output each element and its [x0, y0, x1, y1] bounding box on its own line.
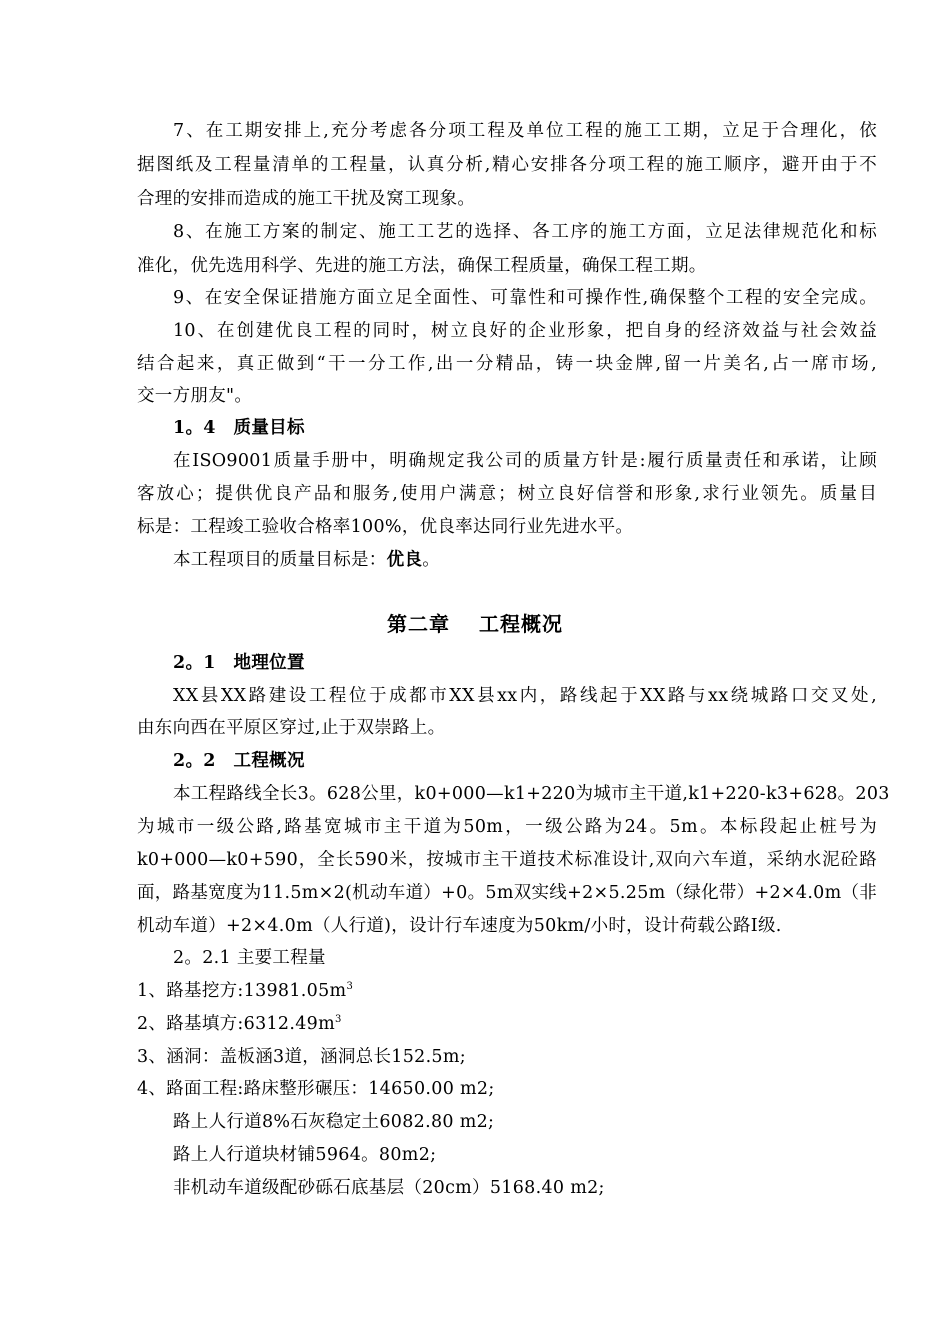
quantity-item-4-sub-2: 路上人行道块材铺5964。80m2;	[173, 1145, 437, 1165]
paragraph-10-line-1: 10、在创建优良工程的同时，树立良好的企业形象，把自身的经济效益与社会效益	[173, 321, 877, 341]
quantity-item-1-text: 1、路基挖方:13981.05m	[137, 981, 347, 1001]
paragraph-10-line-3: 交一方朋友"。	[137, 386, 253, 406]
heading-2-1: 2。1 地理位置	[173, 653, 305, 673]
chapter-2-title: 第二章 工程概况	[387, 612, 563, 636]
location-line-1: XX县XX路建设工程位于成都市XX县xx内，路线起于XX路与xx绕城路口交叉处,	[173, 686, 877, 706]
paragraph-8-line-1: 8、在施工方案的制定、施工工艺的选择、各工序的施工方面，立足法律规范化和标	[173, 222, 877, 242]
paragraph-10-line-2: 结合起来，真正做到“干一分工作,出一分精品，铸一块金牌,留一片美名,占一席市场,	[137, 354, 877, 374]
location-line-2: 由东向西在平原区穿过,止于双崇路上。	[137, 718, 446, 738]
heading-1-4: 1。4 质量目标	[173, 418, 305, 438]
paragraph-9-line-1: 9、在安全保证措施方面立足全面性、可靠性和可操作性,确保整个工程的安全完成。	[173, 288, 877, 308]
paragraph-8-line-2: 准化，优先选用科学、先进的施工方法，确保工程质量，确保工程工期。	[137, 256, 707, 276]
paragraph-7-line-1: 7、在工期安排上,充分考虑各分项工程及单位工程的施工工期，立足于合理化，依	[173, 121, 877, 141]
paragraph-7-line-3: 合理的安排而造成的施工干扰及窝工现象。	[137, 189, 476, 209]
quantity-item-4-sub-3: 非机动车道级配砂砾石底基层（20cm）5168.40 m2;	[173, 1178, 605, 1198]
quality-goal-line	[173, 548, 877, 572]
quality-goal-prefix: 本工程项目的质量目标是：	[173, 550, 387, 570]
heading-2-2-1: 2。2.1 主要工程量	[173, 948, 326, 968]
quality-policy-line-2: 客放心；提供优良产品和服务,使用户满意；树立良好信誉和形象,求行业领先。质量目	[137, 484, 877, 504]
quantity-item-1	[137, 979, 877, 1003]
overview-line-5: 机动车道）+2×4.0m（人行道)，设计行车速度为50km/小时，设计荷载公路Ⅰ级.	[137, 916, 782, 936]
quantity-item-2-text: 2、路基填方:6312.49m	[137, 1014, 335, 1034]
paragraph-7-line-2: 据图纸及工程量清单的工程量，认真分析,精心安排各分项工程的施工顺序，避开由于不	[137, 155, 877, 175]
quantity-item-3: 3、涵洞：盖板涵3道，涵洞总长152.5m;	[137, 1047, 466, 1067]
quantity-item-1-superscript: 3	[346, 981, 354, 993]
overview-line-3: k0+000—k0+590，全长590米，按城市主干道技术标准设计,双向六车道，采纳水泥砼路	[137, 850, 877, 870]
quality-policy-line-1: 在ISO9001质量手册中，明确规定我公司的质量方针是:履行质量责任和承诺，让顾	[173, 451, 877, 471]
overview-line-2: 为城市一级公路,路基宽城市主干道为50m，一级公路为24。5m。本标段起止桩号为	[137, 817, 877, 837]
quantity-item-2-superscript: 3	[335, 1014, 342, 1026]
quantity-item-4-sub-1: 路上人行道8%石灰稳定土6082.80 m2;	[173, 1112, 495, 1132]
overview-line-4: 面，路基宽度为11.5m×2(机动车道）+0。5m双实线+2×5.25m（绿化带）+2×4.0m（非	[137, 883, 878, 903]
overview-line-1: 本工程路线全长3。628公里，k0+000—k1+220为城市主干道,k1+220-k3+628。203	[173, 784, 890, 804]
heading-2-2: 2。2 工程概况	[173, 751, 305, 771]
quantity-item-4: 4、路面工程:路床整形碾压：14650.00 m2;	[137, 1079, 495, 1099]
quality-goal-suffix: 。	[422, 550, 441, 570]
quality-goal-value: 优良	[386, 550, 423, 570]
quality-policy-line-3: 标是：工程竣工验收合格率100%，优良率达同行业先进水平。	[137, 517, 634, 537]
quantity-item-2	[137, 1012, 877, 1036]
